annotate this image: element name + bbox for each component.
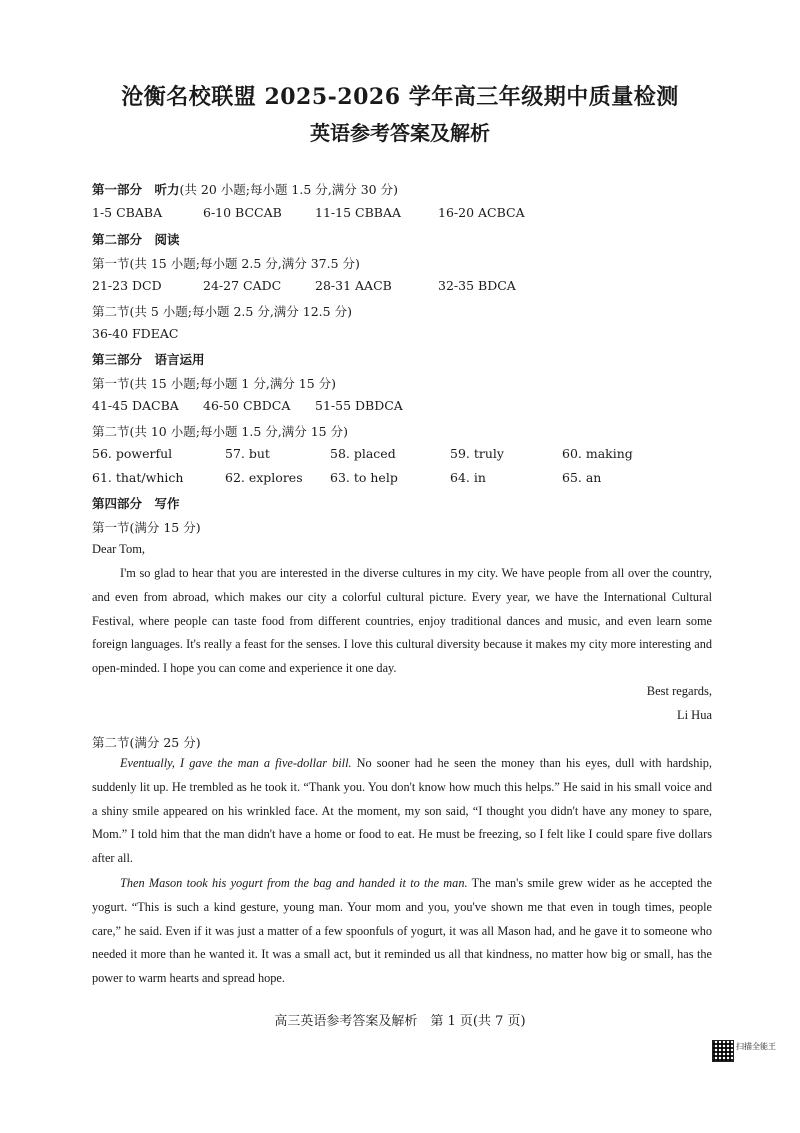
fill-answer: 61. that/which xyxy=(92,470,184,485)
part3-answer: 41-45 DACBA xyxy=(92,398,179,413)
story-paragraph-2 xyxy=(92,872,712,991)
page-title: 沧衡名校联盟 2025-2026 学年高三年级期中质量检测 xyxy=(121,84,679,110)
part2-section2-answers: 36-40 FDEAC xyxy=(92,326,179,341)
part2-section1: 第一节(共 15 小题;每小题 2.5 分,满分 37.5 分) xyxy=(92,256,360,271)
scanner-watermark: 扫描全能王 xyxy=(736,1042,776,1051)
letter-greeting: Dear Tom, xyxy=(92,542,146,556)
part1-answer: 16-20 ACBCA xyxy=(438,205,525,220)
story-text: The man's smile grew wider as he accepted the yogurt. “This is such a kind gesture, young man. Your mom and you, you've shown me that even in tough times, people care,” he said. Even if it was just a matter of a few spoonfuls of yogurt, it was all Mason had, and he gave it to someone who needed it more than he wanted it. It was a small act, but it reminded us all that kindness, no matter how big or small, has the power to warm hearts and spread hope. xyxy=(92,876,712,986)
fill-answer: 62. explores xyxy=(225,470,303,485)
part4-heading: 第四部分 写作 xyxy=(92,496,180,511)
fill-answer: 60. making xyxy=(562,446,633,461)
fill-answer: 65. an xyxy=(562,470,602,485)
fill-answer: 63. to help xyxy=(330,470,398,485)
page-subtitle: 英语参考答案及解析 xyxy=(310,121,490,145)
part3-answer: 51-55 DBDCA xyxy=(315,398,403,413)
part1-answer: 1-5 CBABA xyxy=(92,205,163,220)
story-paragraph-1 xyxy=(92,752,712,871)
fill-answer: 58. placed xyxy=(330,446,396,461)
letter-body xyxy=(92,562,712,681)
part2-answer: 21-23 DCD xyxy=(92,278,162,293)
story-lead-sentence: Then Mason took his yogurt from the bag and handed it to the man. xyxy=(120,876,468,890)
part3-section1: 第一节(共 15 小题;每小题 1 分,满分 15 分) xyxy=(92,376,337,391)
story-lead-sentence: Eventually, I gave the man a five-dollar bill. xyxy=(120,756,352,770)
letter-text: I'm so glad to hear that you are interested in the diverse cultures in my city. We have people from all over the country, and even from abroad, which makes our city a colorful cultural picture. Every year, we have the International Cultural Festival, where people can taste food from different countries, enjoy traditional dances and music, and even learn some foreign languages. It's really a feast for the senses. I love this cultural diversity because it makes my city more interesting and open-minded. I hope you can come and experience it one day. xyxy=(92,566,712,676)
page-footer: 高三英语参考答案及解析 第 1 页(共 7 页) xyxy=(274,1014,526,1029)
part1-heading: 第一部分 听力 xyxy=(92,182,180,197)
part2-section2: 第二节(共 5 小题;每小题 2.5 分,满分 12.5 分) xyxy=(92,304,352,319)
part2-answer: 28-31 AACB xyxy=(315,278,392,293)
fill-answer: 59. truly xyxy=(450,446,504,461)
part4-section1: 第一节(满分 15 分) xyxy=(92,520,201,535)
part1-answer: 6-10 BCCAB xyxy=(203,205,282,220)
part2-heading: 第二部分 阅读 xyxy=(92,232,180,247)
part4-section2: 第二节(满分 25 分) xyxy=(92,735,201,750)
part3-answer: 46-50 CBDCA xyxy=(203,398,291,413)
part1-answer: 11-15 CBBAA xyxy=(315,205,401,220)
fill-answer: 56. powerful xyxy=(92,446,173,461)
story-text: No sooner had he seen the money than his eyes, dull with hardship, suddenly lit up. He trembled as he took it. “Thank you. You don't know how much this helps.” He said in his small voice and a shiny smile appeared on his wrinkled face. At the moment, my son said, “I thought you didn't have any money to spare, Mom.” I told him that the man didn't have a home or food to eat. He must be freezing, so I felt like I could spare five dollars after all. xyxy=(92,756,712,866)
part2-answer: 32-35 BDCA xyxy=(438,278,516,293)
part2-answer: 24-27 CADC xyxy=(203,278,282,293)
part3-section2: 第二节(共 10 小题;每小题 1.5 分,满分 15 分) xyxy=(92,424,348,439)
part3-heading: 第三部分 语言运用 xyxy=(92,352,205,367)
qr-code-icon xyxy=(712,1040,734,1062)
fill-answer: 57. but xyxy=(225,446,270,461)
letter-closing: Best regards, xyxy=(646,684,712,698)
part1-line xyxy=(92,180,398,198)
letter-signature: Li Hua xyxy=(676,708,712,722)
part1-note: (共 20 小题;每小题 1.5 分,满分 30 分) xyxy=(179,182,398,197)
fill-answer: 64. in xyxy=(450,470,486,485)
